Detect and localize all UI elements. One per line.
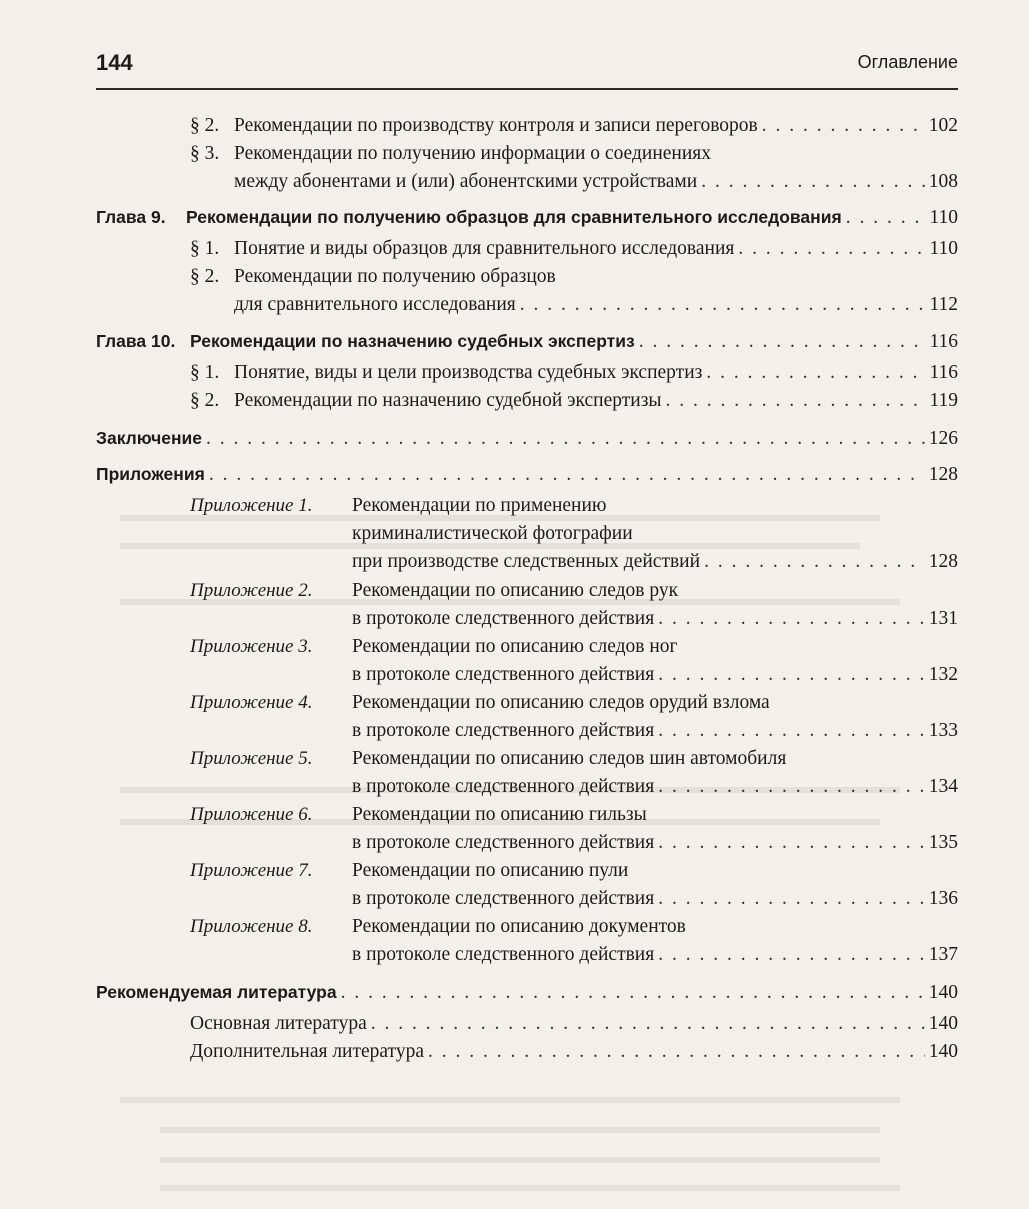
toc-entry-appendix-7 [352,857,958,913]
chapter-number: Глава 10. [96,331,176,351]
page-ref: 116 [929,331,958,352]
toc-entry-ch9-s2 [190,263,958,319]
leader-dots [206,425,925,453]
leader-dots [371,1010,925,1038]
appendix-label: Приложение 1. [190,495,313,516]
leader-dots [658,885,925,913]
chapter-title: Рекомендуемая литература [96,982,337,1002]
page-ref: 126 [928,428,958,449]
appendix-title-line2: в протоколе следственного действия [352,944,655,965]
appendix-title-line1: Рекомендации по описанию следов орудий взлома [352,692,770,713]
appendix-title-line2: в протоколе следственного действия [352,664,655,685]
toc-entry-appendix-4 [352,689,958,745]
page-ref: 133 [928,720,958,741]
toc-entry-conclusion [96,424,958,452]
toc-entry-appendix-5 [352,745,958,801]
toc-entry-literature-main [190,1010,958,1038]
chapter-number: Глава 9. [96,207,166,227]
page-header [96,50,958,80]
appendix-title-line2: в протоколе следственного действия [352,720,655,741]
page-ref: 116 [929,362,958,383]
page-ref: 140 [928,1013,958,1034]
section-title: Понятие, виды и цели производства судебных экспертиз [234,362,703,383]
section-title-line2: для сравнительного исследования [234,294,516,315]
appendix-title-line1: Рекомендации по применению [352,495,607,516]
leader-dots [520,291,926,319]
section-number: § 2. [190,390,220,411]
appendix-label: Приложение 3. [190,636,313,657]
page-number: 144 [96,50,133,75]
leader-dots [762,112,925,140]
page-ref: 131 [928,608,958,629]
appendix-label: Приложение 6. [190,804,313,825]
leader-dots [666,387,926,415]
section-title: Рекомендации по назначению судебной экспертизы [234,390,662,411]
appendix-label: Приложение 5. [190,748,313,769]
toc-entry-appendix-2 [352,577,958,633]
toc-entry-appendix-3 [352,633,958,689]
leader-dots [658,661,925,689]
toc-entry-ch10-s1 [190,359,958,387]
appendix-title-line2: в протоколе следственного действия [352,776,655,797]
toc-entry-appendix-6 [352,801,958,857]
page-ref: 140 [928,982,958,1003]
section-title: Рекомендации по производству контроля и записи переговоров [234,115,758,136]
appendix-title-line3: при производстве следственных действий [352,551,701,572]
leader-dots [738,235,925,263]
leader-dots [704,548,925,576]
toc-entry-chapter-10 [96,327,958,355]
leader-dots [658,773,925,801]
toc-entry-ch8-s3 [190,140,958,196]
section-number: § 2. [190,115,220,136]
leader-dots [846,204,926,232]
page-ref: 134 [928,776,958,797]
section-number: § 2. [190,266,220,287]
section-title: Дополнительная литература [190,1041,424,1062]
page-ref: 110 [929,238,958,259]
appendix-title-line1: Рекомендации по описанию следов шин автомобиля [352,748,787,769]
section-title-line1: Рекомендации по получению образцов [234,266,556,287]
chapter-title: Рекомендации по назначению судебных экспертиз [190,331,635,351]
leader-dots [658,941,925,969]
appendix-title-line1: Рекомендации по описанию пули [352,860,629,881]
leader-dots [428,1038,925,1066]
page-ref: 135 [928,832,958,853]
appendix-title-line2: в протоколе следственного действия [352,832,655,853]
page-ref: 136 [928,888,958,909]
section-number: § 3. [190,143,220,164]
page-ref: 108 [928,171,958,192]
chapter-title: Рекомендации по получению образцов для сравнительного исследования [186,207,842,227]
leader-dots [209,461,925,489]
section-number: § 1. [190,238,220,259]
leader-dots [639,328,926,356]
appendix-label: Приложение 7. [190,860,313,881]
appendix-title-line2: криминалистической фотографии [352,523,633,544]
chapter-title: Заключение [96,428,203,448]
running-title: Оглавление [857,52,958,72]
appendix-label: Приложение 4. [190,692,313,713]
section-number: § 1. [190,362,220,383]
leader-dots [706,359,925,387]
leader-dots [658,717,925,745]
page-ref: 137 [928,944,958,965]
page-ref: 128 [928,551,958,572]
page-ref: 110 [929,207,958,228]
toc-entry-literature-extra [190,1038,958,1066]
page-ref: 132 [928,664,958,685]
toc-entry-ch9-s1 [190,235,958,263]
leader-dots [701,168,925,196]
header-rule [96,88,958,90]
leader-dots [341,979,925,1007]
toc-entry-ch8-s2 [190,112,958,140]
section-title: Понятие и виды образцов для сравнительного исследования [234,238,735,259]
page-ref: 128 [928,464,958,485]
appendix-title-line1: Рекомендации по описанию следов рук [352,580,679,601]
section-title: Основная литература [190,1013,367,1034]
appendix-title-line1: Рекомендации по описанию следов ног [352,636,678,657]
section-title-line2: между абонентами и (или) абонентскими устройствами [234,171,698,192]
toc-entry-literature [96,978,958,1006]
toc-entry-appendix-1 [352,492,958,576]
appendix-label: Приложение 2. [190,580,313,601]
toc-entry-appendices [96,460,958,488]
toc-entry-ch10-s2 [190,387,958,415]
leader-dots [658,829,925,857]
appendix-title-line2: в протоколе следственного действия [352,608,655,629]
page-ref: 140 [928,1041,958,1062]
appendix-title-line1: Рекомендации по описанию документов [352,916,686,937]
toc-entry-appendix-8 [352,913,958,969]
toc-entry-chapter-9 [96,203,958,231]
section-title-line1: Рекомендации по получению информации о соединениях [234,143,711,164]
appendix-title-line2: в протоколе следственного действия [352,888,655,909]
appendix-label: Приложение 8. [190,916,313,937]
page-ref: 112 [929,294,958,315]
leader-dots [658,605,925,633]
page-ref: 102 [928,115,958,136]
chapter-title: Приложения [96,464,205,484]
page-ref: 119 [929,390,958,411]
appendix-title-line1: Рекомендации по описанию гильзы [352,804,647,825]
